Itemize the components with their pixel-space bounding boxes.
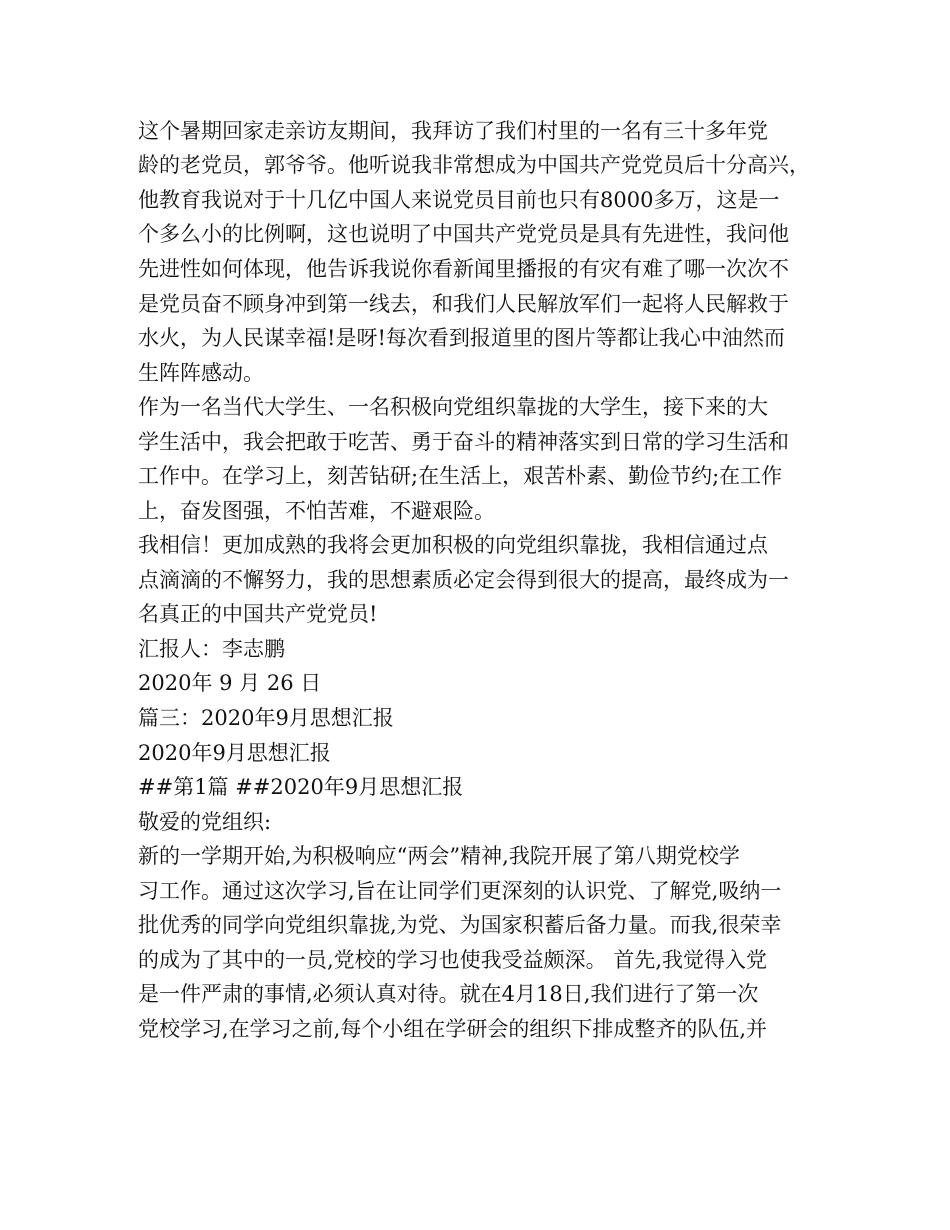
text-line: 他教育我说对于十几亿中国人来说党员目前也只有8000多万，这是一 [138, 188, 780, 212]
text-line: 新的一学期开始,为积极响应“两会”精神,我院开展了第八期党校学 [138, 844, 740, 868]
text-line: 习工作。通过这次学习,旨在让同学们更深刻的认识党、了解党,吸纳一 [138, 879, 782, 903]
text-line: 名真正的中国共产党党员! [138, 602, 378, 626]
text-line: 学生活中，我会把敢于吃苦、勇于奋斗的精神落实到日常的学习生活和 [138, 430, 789, 454]
section-title: 2020年9月思想汇报 [138, 741, 331, 765]
text-line: 龄的老党员，郭爷爷。他听说我非常想成为中国共产党党员后十分高兴， [138, 153, 810, 177]
text-line: 点滴滴的不懈努力，我的思想素质必定会得到很大的提高，最终成为一 [138, 568, 789, 592]
section-subtitle: ##第1篇 ##2020年9月思想汇报 [138, 775, 464, 799]
text-line: 党校学习,在学习之前,每个小组在学研会的组织下排成整齐的队伍,并 [138, 1017, 768, 1041]
text-line: 批优秀的同学向党组织靠拢,为党、为国家积蓄后备力量。而我,很荣幸 [138, 913, 782, 937]
text-line: 上，奋发图强，不怕苦难，不避艰险。 [138, 499, 495, 523]
text-line: 生阵阵感动。 [138, 361, 264, 385]
text-line: 作为一名当代大学生、一名积极向党组织靠拢的大学生，接下来的大 [138, 395, 768, 419]
text-line: 是一件严肃的事情,必须认真对待。就在4月18日,我们进行了第一次 [138, 982, 759, 1006]
salutation: 敬爱的党组织: [138, 810, 272, 834]
text-line: 先进性如何体现，他告诉我说你看新闻里播报的有灾有难了哪一次次不 [138, 257, 789, 281]
text-line: 我相信！更加成熟的我将会更加积极的向党组织靠拢，我相信通过点 [138, 533, 768, 557]
text-line: 个多么小的比例啊，这也说明了中国共产党党员是具有先进性，我问他 [138, 222, 789, 246]
text-line: 是党员奋不顾身冲到第一线去，和我们人民解放军们一起将人民解救于 [138, 292, 789, 316]
text-line: 这个暑期回家走亲访友期间，我拜访了我们村里的一名有三十多年党 [138, 119, 768, 143]
section-heading: 篇三：2020年9月思想汇报 [138, 706, 394, 730]
text-line: 水火，为人民谋幸福!是呀!每次看到报道里的图片等都让我心中油然而 [138, 326, 785, 350]
text-line: 的成为了其中的一员,党校的学习也使我受益颇深。 首先,我觉得入党 [138, 948, 768, 972]
signature-line: 汇报人：李志鹏 [138, 637, 285, 661]
date-line: 2020年 9 月 26 日 [138, 671, 322, 695]
text-line: 工作中。在学习上，刻苦钻研;在生活上，艰苦朴素、勤俭节约;在工作 [138, 464, 783, 488]
